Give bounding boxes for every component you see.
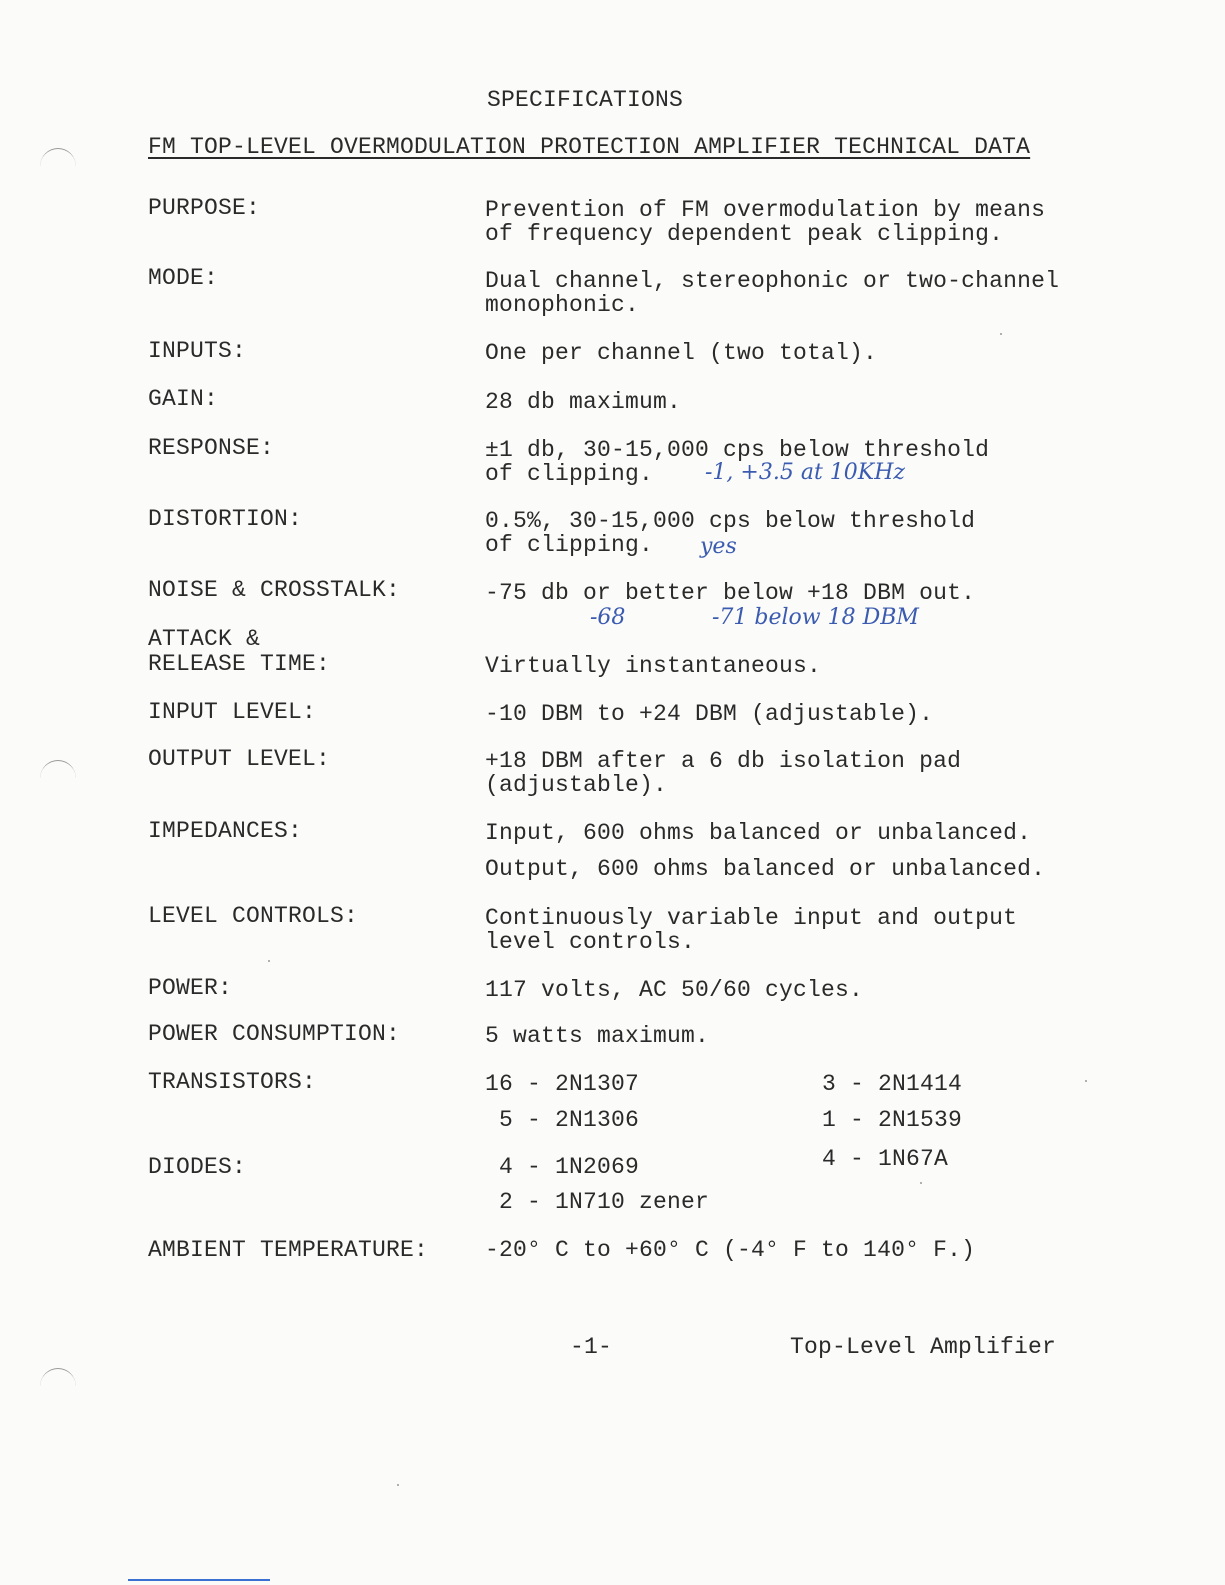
input-level-label: INPUT LEVEL: [148, 699, 317, 725]
power-label: POWER: [148, 975, 233, 1001]
paper-speck [920, 1182, 922, 1184]
distortion-label: DISTORTION: [148, 506, 303, 532]
power-consumption-label: POWER CONSUMPTION: [148, 1021, 401, 1047]
purpose-value-line1: Prevention of FM overmodulation by means [485, 197, 1046, 223]
level-controls-value-line2: level controls. [485, 929, 696, 955]
diode-item: 2 - 1N710 zener [485, 1189, 710, 1215]
gain-label: GAIN: [148, 386, 219, 412]
distortion-handwritten-note: yes [700, 534, 737, 559]
ambient-temperature-label: AMBIENT TEMPERATURE: [148, 1237, 429, 1263]
input-level-value: -10 DBM to +24 DBM (adjustable). [485, 701, 934, 727]
gain-value: 28 db maximum. [485, 389, 682, 415]
purpose-value-line2: of frequency dependent peak clipping. [485, 221, 1004, 247]
impedances-label: IMPEDANCES: [148, 818, 303, 844]
attack-release-value: Virtually instantaneous. [485, 653, 822, 679]
output-level-value-line1: +18 DBM after a 6 db isolation pad [485, 748, 962, 774]
output-level-label: OUTPUT LEVEL: [148, 746, 331, 772]
paper-speck [397, 1484, 399, 1486]
paper-speck [268, 960, 270, 962]
noise-crosstalk-value: -75 db or better below +18 DBM out. [485, 580, 976, 606]
paper-speck [1000, 333, 1002, 335]
response-value-line1: ±1 db, 30-15,000 cps below threshold [485, 437, 990, 463]
document-heading: FM TOP-LEVEL OVERMODULATION PROTECTION AMPLIFIER TECHNICAL DATA [148, 134, 1031, 160]
punch-hole-top [40, 148, 76, 185]
diode-item: 4 - 1N67A [822, 1146, 949, 1172]
page-number: -1- [570, 1334, 613, 1360]
distortion-value-line1: 0.5%, 30-15,000 cps below threshold [485, 508, 976, 534]
page-title: SPECIFICATIONS [487, 87, 684, 113]
punch-hole-middle [40, 760, 76, 797]
attack-release-label-line2: RELEASE TIME: [148, 651, 331, 677]
purpose-label: PURPOSE: [148, 195, 261, 221]
output-level-value-line2: (adjustable). [485, 772, 668, 798]
transistors-label: TRANSISTORS: [148, 1069, 317, 1095]
noise-crosstalk-label: NOISE & CROSSTALK: [148, 577, 401, 603]
transistor-item: 1 - 2N1539 [822, 1107, 963, 1133]
mode-value-line2: monophonic. [485, 292, 640, 318]
noise-handwritten-note-1: -68 [590, 605, 626, 630]
mode-value-line1: Dual channel, stereophonic or two-channel [485, 268, 1060, 294]
level-controls-label: LEVEL CONTROLS: [148, 903, 359, 929]
response-handwritten-note: -1, +3.5 at 10KHz [705, 460, 905, 485]
level-controls-value-line1: Continuously variable input and output [485, 905, 1018, 931]
transistor-item: 16 - 2N1307 [485, 1071, 640, 1097]
distortion-value-line2: of clipping. [485, 532, 654, 558]
impedances-value-input: Input, 600 ohms balanced or unbalanced. [485, 820, 1032, 846]
diode-item: 4 - 1N2069 [485, 1154, 640, 1180]
response-label: RESPONSE: [148, 435, 275, 461]
diodes-label: DIODES: [148, 1154, 247, 1180]
punch-hole-bottom [40, 1368, 76, 1405]
transistor-item: 5 - 2N1306 [485, 1107, 640, 1133]
ambient-temperature-value: -20° C to +60° C (-4° F to 140° F.) [485, 1237, 976, 1263]
power-consumption-value: 5 watts maximum. [485, 1023, 710, 1049]
inputs-label: INPUTS: [148, 338, 247, 364]
impedances-value-output: Output, 600 ohms balanced or unbalanced. [485, 856, 1046, 882]
noise-handwritten-note-2: -71 below 18 DBM [712, 605, 919, 630]
paper-speck [1085, 1080, 1087, 1082]
attack-release-label-line1: ATTACK & [148, 626, 261, 652]
transistor-item: 3 - 2N1414 [822, 1071, 963, 1097]
blue-edge-mark [128, 1579, 270, 1581]
response-value-line2: of clipping. [485, 461, 654, 487]
mode-label: MODE: [148, 265, 219, 291]
power-value: 117 volts, AC 50/60 cycles. [485, 977, 864, 1003]
footer-document-name: Top-Level Amplifier [790, 1334, 1057, 1360]
inputs-value: One per channel (two total). [485, 340, 878, 366]
